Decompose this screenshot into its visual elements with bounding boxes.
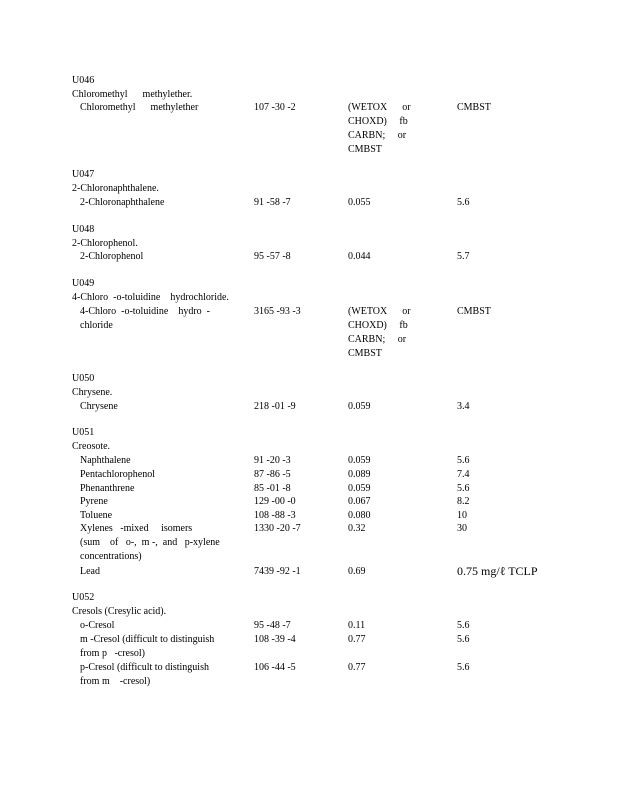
nww-standard: 3.4 [457,401,470,412]
waste-title-u052: Cresols (Cresylic acid). [72,606,167,617]
ww-standard: 0.067 [348,496,371,507]
waste-code-u046: U046 [72,75,95,86]
constituent-name: 4-Chloro -o-toluidine hydro - [80,306,210,317]
waste-code-u050: U050 [72,373,95,384]
ww-standard: 0.32 [348,523,366,534]
cas-number: 95 -57 -8 [254,251,291,262]
constituent-name: Pentachlorophenol [80,469,155,480]
nww-standard: 10 [457,510,467,521]
xylene-note: (sum of o-, m -, and p-xylene [80,537,220,548]
ww-standard: 0.080 [348,510,371,521]
nww-standard: 5.6 [457,620,470,631]
ww-standard-line: (WETOX or [348,306,411,317]
constituent-name: Phenanthrene [80,483,135,494]
cas-number: 87 -86 -5 [254,469,291,480]
constituent-name: Toluene [80,510,113,521]
cas-number: 3165 -93 -3 [254,306,301,317]
cas-number: 7439 -92 -1 [254,566,301,577]
ww-standard-line: CARBN; or [348,130,407,141]
constituent-name: o-Cresol [80,620,115,631]
nww-standard: 8.2 [457,496,470,507]
constituent-name: Chrysene [80,401,118,412]
waste-title-u046: Chloromethyl methylether. [72,89,193,100]
constituent-name: p-Cresol (difficult to distinguish [80,662,209,673]
cas-number: 108 -88 -3 [254,510,296,521]
ww-standard: 0.11 [348,620,366,631]
nww-standard: 5.6 [457,455,470,466]
ww-standard-line: CHOXD) fb [348,116,408,127]
waste-title-u051: Creosote. [72,441,111,452]
cas-number: 91 -20 -3 [254,455,291,466]
nww-standard: 5.7 [457,251,470,262]
ww-standard: 0.77 [348,634,366,645]
nww-standard: 5.6 [457,197,470,208]
ww-standard-line: (WETOX or [348,102,411,113]
ww-standard-line: CARBN; or [348,334,407,345]
constituent-name: 2-Chloronaphthalene [80,197,165,208]
constituent-name-cont: from p -cresol) [80,648,145,659]
constituent-name: Lead [80,566,100,577]
cas-number: 95 -48 -7 [254,620,291,631]
waste-code-u049: U049 [72,278,95,289]
ww-standard-line: CHOXD) fb [348,320,408,331]
waste-title-u047: 2-Chloronaphthalene. [72,183,159,194]
waste-code-u048: U048 [72,224,95,235]
ww-standard: 0.77 [348,662,366,673]
xylene-note: concentrations) [80,551,142,562]
cas-number: 85 -01 -8 [254,483,291,494]
nww-standard: CMBST [457,306,491,317]
ww-standard: 0.055 [348,197,371,208]
nww-standard: 7.4 [457,469,470,480]
ww-standard: 0.044 [348,251,371,262]
waste-title-u049: 4-Chloro -o-toluidine hydrochloride. [72,292,229,303]
nww-standard: 5.6 [457,483,470,494]
ww-standard-line: CMBST [348,144,382,155]
constituent-name: 2-Chlorophenol [80,251,144,262]
ww-standard: 0.69 [348,566,366,577]
nww-standard: CMBST [457,102,491,113]
constituent-name-cont: chloride [80,320,113,331]
cas-number: 1330 -20 -7 [254,523,301,534]
waste-title-u048: 2-Chlorophenol. [72,238,138,249]
nww-standard: 5.6 [457,634,470,645]
cas-number: 108 -39 -4 [254,634,296,645]
nww-standard: 5.6 [457,662,470,673]
constituent-name: Pyrene [80,496,108,507]
ww-standard-line: CMBST [348,348,382,359]
nww-standard: 30 [457,523,467,534]
cas-number: 218 -01 -9 [254,401,296,412]
waste-code-u047: U047 [72,169,95,180]
constituent-name: Naphthalene [80,455,131,466]
ww-standard: 0.089 [348,469,371,480]
constituent-name-cont: from m -cresol) [80,676,151,687]
waste-title-u050: Chrysene. [72,387,113,398]
constituent-name: m -Cresol (difficult to distinguish [80,634,215,645]
waste-code-u052: U052 [72,592,95,603]
waste-code-u051: U051 [72,427,95,438]
ww-standard: 0.059 [348,401,371,412]
cas-number: 106 -44 -5 [254,662,296,673]
ww-standard: 0.059 [348,483,371,494]
cas-number: 91 -58 -7 [254,197,291,208]
constituent-name: Chloromethyl methylether [80,102,199,113]
cas-number: 129 -00 -0 [254,496,296,507]
nww-standard-tclp: 0.75 mg/ℓ TCLP [457,564,538,578]
ww-standard: 0.059 [348,455,371,466]
constituent-name: Xylenes -mixed isomers [80,523,193,534]
cas-number: 107 -30 -2 [254,102,296,113]
